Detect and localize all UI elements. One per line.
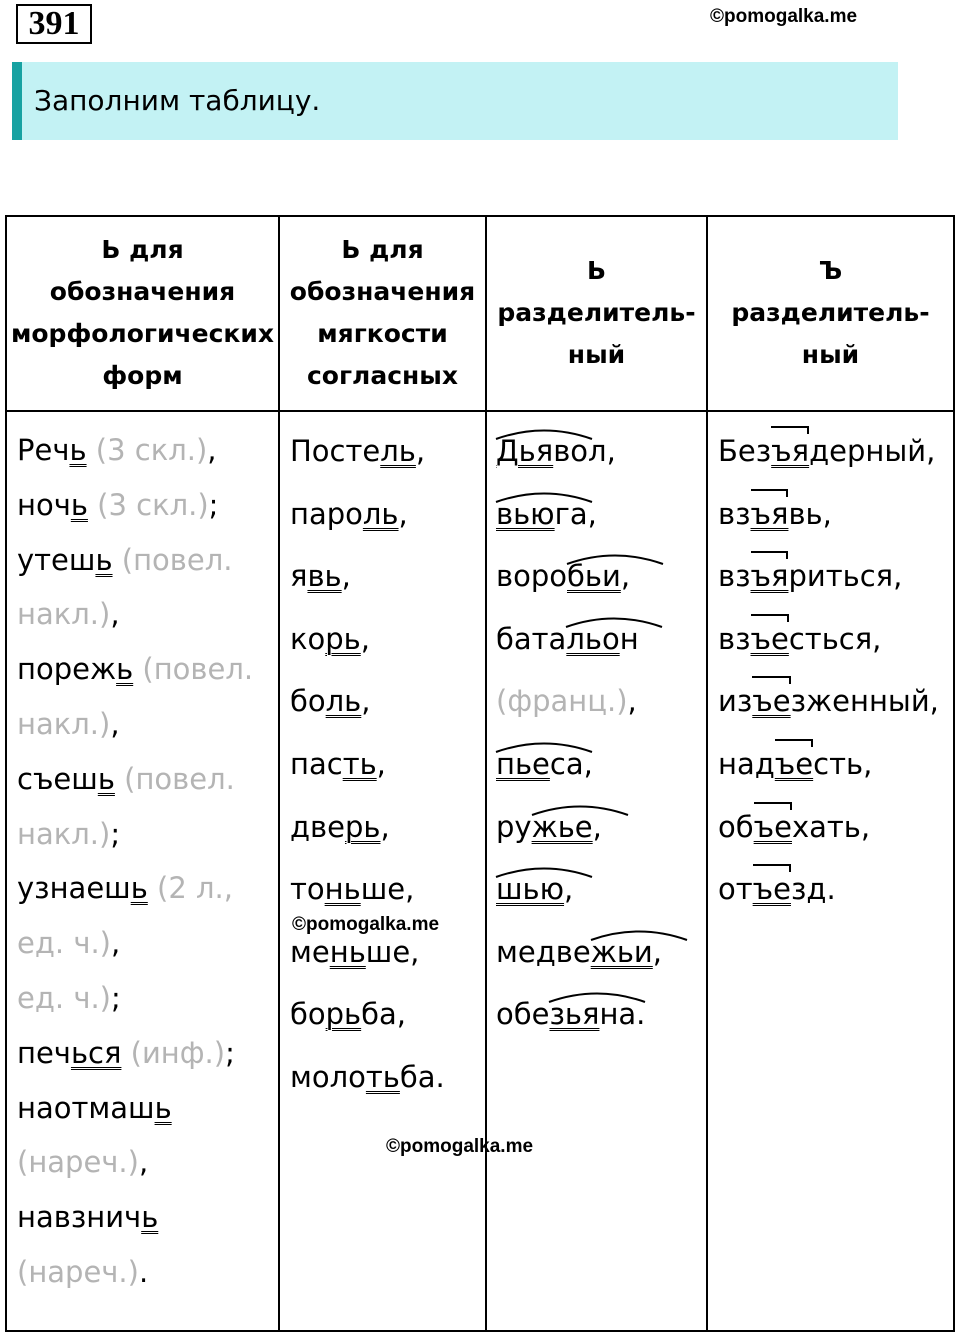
word-part: из [718,684,753,719]
word-part: са, [549,746,593,781]
word-line [17,1025,253,1080]
word-line [17,1189,253,1244]
word-part: две [290,809,345,844]
orthogram: ъе [775,735,813,793]
orthogram: Дья [496,422,553,480]
instruction-text: Заполним таблицу. [34,84,321,117]
word-part: , [341,559,351,594]
grammar-note: накл.) [17,816,111,851]
word-line [17,532,253,587]
word-part: об [718,809,754,844]
word-line [17,586,253,641]
word-part: Реч [17,433,70,467]
word-line [17,641,253,696]
word-line [17,915,253,970]
header-line: мягкости [317,319,448,348]
word-part: , [376,746,386,781]
word-line [496,735,662,798]
grammar-note: накл.) [17,706,111,741]
word-line [17,1134,253,1189]
word-part: ноч [17,487,71,522]
word-line [496,860,662,923]
word-line [290,798,445,861]
grammar-note: (повел. [112,542,233,577]
table-header-divider [5,410,955,412]
grammar-note: (инф.) [121,1035,226,1070]
column-soft-separator [496,422,662,1048]
orthogram: жье [532,798,593,856]
word-part: , [564,872,574,907]
instruction-banner [12,62,898,140]
word-part: бо [290,684,326,719]
orthogram: ь [154,1090,172,1125]
word-line [718,422,939,485]
orthogram: ь [70,487,88,522]
word-part: , [110,706,120,741]
orthogram: ъе [752,672,790,730]
watermark-bottom: ©pomogalka.me [386,1136,534,1157]
grammar-note: накл.) [17,597,111,632]
orthogram: вь [307,559,342,594]
header-line: обозначения [49,277,236,306]
word-part: , [138,1145,149,1180]
word-part: вз [718,559,751,594]
word-part: сться, [788,621,882,656]
word-line [290,610,445,673]
grammar-note: (3 скл.) [86,433,208,467]
word-part: , [360,621,370,656]
word-line [17,751,253,806]
word-part: , [652,934,662,969]
header-softness [280,216,485,410]
root-arc-mark [494,864,594,878]
grammar-note: (повел. [114,761,235,796]
header-line: Ъ [818,256,843,285]
word-part: ру [496,809,532,844]
watermark-top: ©pomogalka.me [710,6,858,27]
word-line [17,1080,253,1135]
word-part: , [415,434,426,468]
word-line [496,985,662,1048]
word-part: съеш [17,761,98,796]
word-part: ба, [361,997,407,1032]
word-part: Без [718,434,772,468]
word-line [496,610,662,673]
orthogram: зья [549,985,599,1043]
orthogram: рь [344,809,381,844]
orthogram: рь [325,621,361,656]
word-part: на. [599,997,646,1032]
word-part: пас [290,746,343,781]
word-part: зженный, [790,684,939,719]
word-line [718,798,939,861]
word-part: печ [17,1035,71,1070]
word-line [718,547,939,610]
word-part: , [111,926,121,961]
word-part: , [592,809,602,844]
orthogram: ль [325,684,362,719]
orthogram: ъе [754,798,792,856]
word-part: га, [554,496,597,531]
header-line: морфологических [10,319,275,348]
root-arc-mark [565,551,665,565]
word-line [290,672,445,735]
word-part: ше, [360,872,415,907]
prefix-mark [771,426,809,434]
word-part: бата [496,621,567,656]
word-part: то [290,872,325,907]
orthogram: ъе [753,860,791,918]
word-part: вз [718,496,751,531]
word-part: ; [110,816,121,851]
word-line [290,985,445,1048]
word-line [17,970,253,1025]
word-part: хать, [791,809,871,844]
header-line: разделитель- [497,298,696,327]
word-line [290,1048,445,1111]
word-part: риться, [788,559,903,594]
word-line [17,477,253,532]
word-line [17,422,253,477]
word-line [17,806,253,861]
word-part: утеш [17,542,96,577]
word-part: н [619,621,639,656]
word-part: ко [290,621,326,656]
orthogram: ъя [751,547,789,605]
prefix-mark [754,802,792,810]
orthogram: ъе [751,610,789,668]
word-line [290,485,445,548]
word-line [290,547,445,610]
header-line: ный [567,340,626,369]
prefix-mark [751,614,789,622]
header-line: Ь для [341,235,424,264]
word-line [17,860,253,915]
word-line [718,610,939,673]
column-morphological [17,422,253,1299]
header-line: разделитель- [731,298,930,327]
word-part: медве [496,934,591,969]
word-part: сть, [813,746,873,781]
word-part: обе [496,997,550,1032]
header-line: форм [102,361,183,390]
word-line [496,422,662,485]
root-arc-mark [589,927,689,941]
root-arc-mark [530,802,630,816]
word-line [496,798,662,861]
header-hard-separator [708,216,953,410]
word-line [290,422,445,485]
word-part: вь, [788,496,832,531]
word-part: , [620,559,631,594]
grammar-note: (нареч.) [17,1145,139,1180]
orthogram: пье [496,735,550,793]
word-line [290,735,445,798]
orthogram: жьи [591,923,653,981]
word-part: пореж [17,652,117,687]
header-line: Ь для [101,235,184,264]
orthogram: ль [362,496,399,531]
orthogram: шью [496,860,564,918]
word-part: ; [225,1035,235,1070]
watermark-middle: ©pomogalka.me [292,914,440,935]
orthogram: нь [329,934,366,969]
orthogram: вью [496,485,555,543]
grammar-note: ед. ч.) [17,980,111,1015]
word-part: вз [718,621,751,656]
word-part: , [380,809,390,844]
word-part: ме [290,934,330,969]
word-part: вол, [553,434,616,468]
prefix-mark [753,864,791,872]
word-part: , [110,597,120,632]
orthogram: ь [141,1200,159,1235]
orthogram: ть [342,746,377,781]
word-part: Посте [290,434,381,468]
header-line: согласных [306,361,459,390]
word-line [718,735,939,798]
word-part: . [138,1254,149,1289]
orthogram: нь [324,872,361,907]
prefix-mark [775,739,813,747]
word-line [496,547,662,610]
orthogram: бьи [567,547,621,605]
grammar-note: (2 л., [147,871,233,906]
grammar-note: (нареч.) [17,1254,139,1289]
word-part: моло [290,1059,366,1094]
word-part: я [290,559,308,594]
word-line [496,485,662,548]
word-part: бо [290,997,326,1032]
grammar-note: (3 скл.) [87,487,209,522]
word-part: , [207,433,217,467]
word-line [718,860,939,923]
header-line: ный [801,340,860,369]
word-part: , [627,684,637,719]
orthogram: рь [325,997,362,1032]
orthogram: ть [365,1059,400,1094]
word-part: наотмаш [17,1090,155,1125]
root-arc-mark [564,614,664,628]
word-part: , [361,684,371,719]
grammar-note: (франц.) [496,684,628,719]
task-number: 391 [16,4,92,44]
orthogram: ль [380,434,416,468]
word-line [718,485,939,548]
word-part: ба. [399,1059,445,1094]
word-part: навзнич [17,1200,142,1235]
word-line [496,672,662,735]
word-part: , [398,496,408,531]
orthogram: ься [70,1035,122,1070]
column-hard-separator [718,422,939,923]
table-border-right [953,215,955,1332]
word-part: ше, [365,934,420,969]
word-part: воро [496,559,567,594]
orthogram: ъя [771,422,809,480]
prefix-mark [752,676,790,684]
orthogram: ь [69,433,87,467]
word-line [17,1244,253,1299]
orthogram: ъя [751,485,789,543]
word-line [718,672,939,735]
word-part: ; [208,487,219,522]
header-line: обозначения [289,277,476,306]
column-softness [290,422,445,1111]
orthogram: ь [116,652,134,687]
grammar-note: ед. ч.) [17,926,111,961]
orthogram: ь [97,761,115,796]
orthogram: ь [130,871,148,906]
word-part: узнаеш [17,871,131,906]
orthogram: ь [95,542,113,577]
prefix-mark [751,551,789,559]
grammar-note: (повел. [133,652,254,687]
header-soft-separator [487,216,706,410]
word-part: ; [111,980,121,1015]
header-line: Ь [586,256,607,285]
word-part: над [718,746,775,781]
word-part: от [718,872,753,907]
word-part: зд. [790,872,836,907]
word-part: паро [290,496,363,531]
header-morphological [7,216,278,410]
table-border-bottom [5,1330,955,1332]
prefix-mark [751,489,789,497]
word-line [17,696,253,751]
word-line [496,923,662,986]
orthogram: льо [566,610,619,668]
word-part: дерный, [809,434,936,468]
